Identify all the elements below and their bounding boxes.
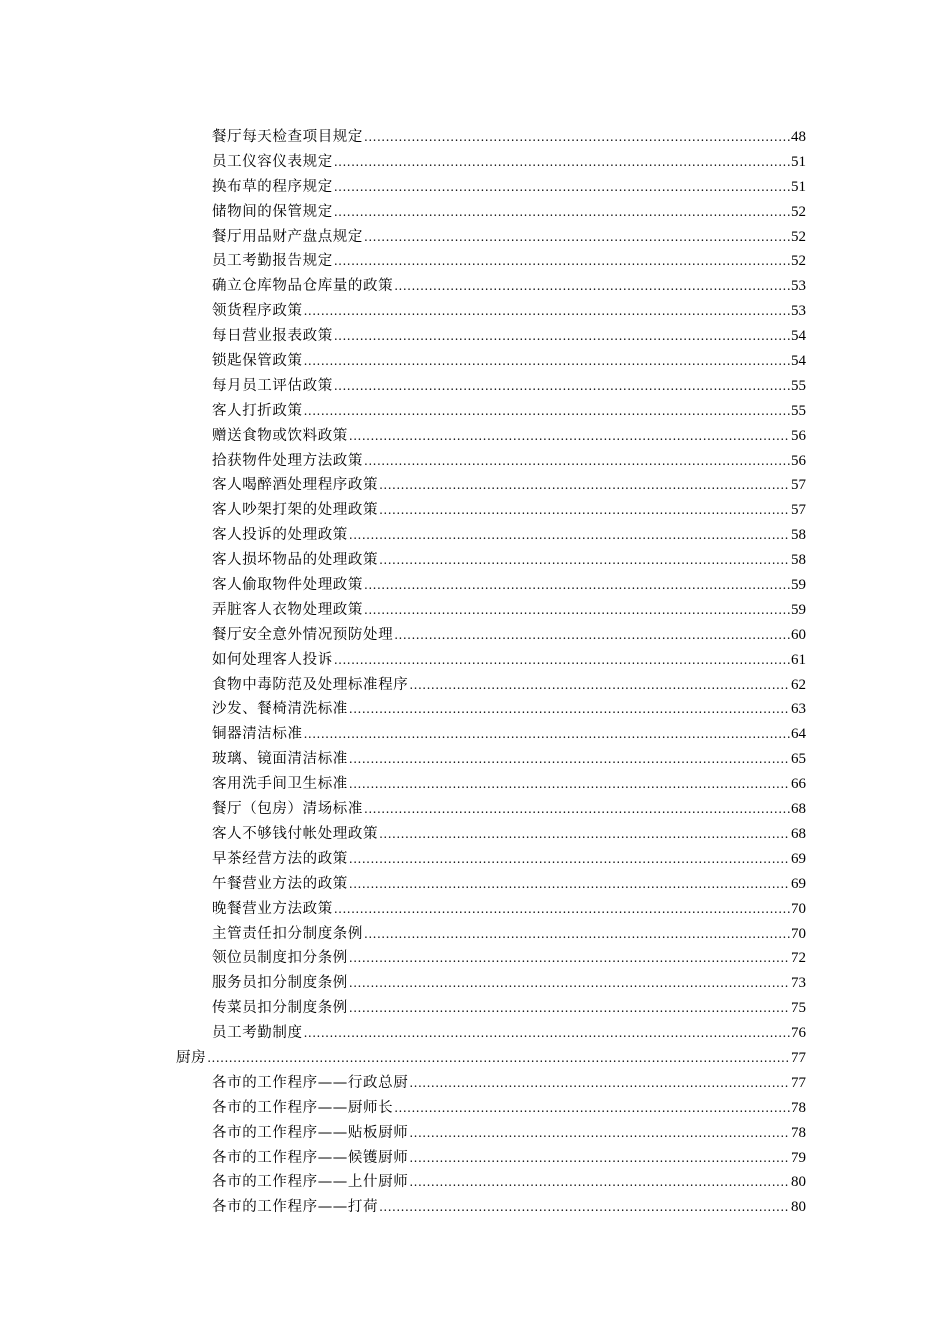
toc-entry[interactable]	[212, 1170, 806, 1195]
toc-entry-title: 各市的工作程序——厨师长	[212, 1099, 394, 1116]
toc-entry[interactable]	[212, 299, 806, 324]
toc-entry-page-number: 58	[791, 527, 806, 544]
toc-entry-title: 储物间的保管规定	[212, 203, 333, 220]
toc-dot-leader	[349, 424, 790, 449]
toc-entry-page-number: 51	[791, 153, 806, 170]
toc-entry[interactable]	[212, 225, 806, 250]
toc-entry-title: 餐厅每天检查项目规定	[212, 129, 363, 145]
toc-entry-title: 服务员扣分制度条例	[212, 975, 348, 992]
toc-entry[interactable]	[212, 274, 806, 299]
toc-entry-title: 客人偷取物件处理政策	[212, 577, 363, 594]
toc-entry-page-number: 62	[791, 676, 806, 693]
toc-dot-leader	[334, 249, 790, 274]
toc-dot-leader	[379, 548, 790, 573]
toc-entry[interactable]	[212, 200, 806, 225]
toc-entry-title: 铜器清洁标准	[212, 726, 303, 743]
toc-entry-page-number: 53	[791, 303, 806, 320]
toc-entry[interactable]	[212, 598, 806, 623]
toc-entry-page-number: 69	[791, 850, 806, 867]
toc-entry[interactable]	[212, 648, 806, 673]
toc-dot-leader	[379, 473, 790, 498]
toc-entry[interactable]	[212, 872, 806, 897]
toc-dot-leader	[364, 449, 790, 474]
toc-entry-title: 员工仪容仪表规定	[212, 153, 333, 170]
toc-entry-title: 晚餐营业方法政策	[212, 900, 333, 917]
toc-entry-title: 玻璃、镜面清洁标准	[212, 751, 348, 768]
toc-entry[interactable]	[212, 673, 806, 698]
toc-entry-page-number: 66	[791, 776, 806, 793]
toc-entry[interactable]	[212, 473, 806, 498]
toc-dot-leader	[349, 971, 790, 996]
toc-dot-leader	[349, 946, 790, 971]
toc-entry-title: 客人吵架打架的处理政策	[212, 502, 379, 519]
toc-entry-title: 沙发、餐椅清洗标准	[212, 701, 348, 718]
toc-entry-page-number: 68	[791, 825, 806, 842]
toc-entry-title: 食物中毒防范及处理标准程序	[212, 676, 409, 693]
toc-entry-page-number: 61	[791, 651, 806, 668]
toc-dot-leader	[304, 299, 790, 324]
toc-entry[interactable]	[212, 897, 806, 922]
toc-entry-title: 客人喝醉酒处理程序政策	[212, 477, 379, 494]
toc-entry[interactable]	[212, 946, 806, 971]
toc-dot-leader	[349, 872, 790, 897]
toc-dot-leader	[334, 150, 790, 175]
toc-entry-page-number: 75	[791, 1000, 806, 1017]
toc-dot-leader	[334, 374, 790, 399]
toc-entry[interactable]	[212, 1195, 806, 1220]
toc-entry-page-number: 79	[791, 1149, 806, 1166]
toc-entry[interactable]	[212, 249, 806, 274]
toc-entry-title: 客人损坏物品的处理政策	[212, 552, 379, 569]
toc-dot-leader	[334, 324, 790, 349]
toc-dot-leader	[394, 274, 790, 299]
toc-dot-leader	[349, 996, 790, 1021]
toc-entry-title: 拾获物件处理方法政策	[212, 452, 363, 469]
toc-entry-page-number: 73	[791, 975, 806, 992]
toc-entry-title: 早茶经营方法的政策	[212, 850, 348, 867]
toc-entry[interactable]	[212, 150, 806, 175]
toc-entry-page-number: 55	[791, 402, 806, 419]
toc-entry-page-number: 80	[791, 1199, 806, 1216]
toc-dot-leader	[349, 697, 790, 722]
toc-dot-leader	[334, 897, 790, 922]
toc-dot-leader	[409, 1121, 790, 1146]
toc-entry[interactable]	[212, 722, 806, 747]
toc-entry-page-number: 64	[791, 726, 806, 743]
toc-entry[interactable]	[212, 623, 806, 648]
toc-entry-title: 换布草的程序规定	[212, 178, 333, 195]
toc-entry-page-number: 59	[791, 577, 806, 594]
toc-dot-leader	[304, 399, 790, 424]
toc-entry-title: 如何处理客人投诉	[212, 651, 333, 668]
toc-entry-title: 赠送食物或饮料政策	[212, 427, 348, 444]
toc-entry-page-number: 54	[791, 328, 806, 345]
toc-entry-title: 锁匙保管政策	[212, 353, 303, 370]
toc-entry-page-number: 69	[791, 875, 806, 892]
toc-dot-leader	[304, 722, 790, 747]
toc-entry-title: 客用洗手间卫生标准	[212, 776, 348, 793]
toc-entry-page-number: 77	[791, 1049, 806, 1066]
toc-dot-leader	[304, 349, 790, 374]
toc-entry-page-number: 65	[791, 751, 806, 768]
toc-entry-page-number: 57	[791, 477, 806, 494]
toc-entry-page-number: 63	[791, 701, 806, 718]
toc-entry[interactable]	[212, 548, 806, 573]
toc-entry-title: 客人不够钱付帐处理政策	[212, 825, 379, 842]
toc-dot-leader	[349, 772, 790, 797]
toc-entry-page-number: 54	[791, 353, 806, 370]
toc-entry-page-number: 58	[791, 552, 806, 569]
toc-dot-leader	[364, 797, 790, 822]
toc-entry[interactable]	[212, 399, 806, 424]
toc-dot-leader	[394, 623, 790, 648]
toc-entry[interactable]	[212, 374, 806, 399]
toc-section-heading[interactable]	[176, 1046, 806, 1071]
toc-dot-leader	[334, 648, 790, 673]
toc-entry-title: 弄脏客人衣物处理政策	[212, 601, 363, 618]
toc-entry-title: 每月员工评估政策	[212, 377, 333, 394]
toc-entry[interactable]	[212, 847, 806, 872]
toc-dot-leader	[334, 200, 790, 225]
toc-dot-leader	[364, 125, 790, 150]
toc-entry-title: 客人投诉的处理政策	[212, 527, 348, 544]
toc-entry-page-number: 48	[791, 129, 806, 145]
toc-dot-leader	[349, 847, 790, 872]
toc-entry-page-number: 59	[791, 601, 806, 618]
toc-entry[interactable]	[212, 697, 806, 722]
toc-entry[interactable]	[212, 971, 806, 996]
toc-entry[interactable]	[212, 1146, 806, 1171]
toc-entry-page-number: 80	[791, 1174, 806, 1191]
toc-entry-page-number: 52	[791, 253, 806, 270]
toc-entry-page-number: 53	[791, 278, 806, 295]
toc-dot-leader	[349, 747, 790, 772]
toc-entry-title: 领货程序政策	[212, 303, 303, 320]
toc-entry-page-number: 57	[791, 502, 806, 519]
toc-dot-leader	[409, 1146, 790, 1171]
toc-entry-title: 各市的工作程序——候镬厨师	[212, 1149, 409, 1166]
toc-entry[interactable]	[212, 498, 806, 523]
toc-entry[interactable]	[212, 822, 806, 847]
toc-entry-page-number: 55	[791, 377, 806, 394]
toc-entry-page-number: 60	[791, 626, 806, 643]
toc-entry-page-number: 70	[791, 900, 806, 917]
toc-dot-leader	[364, 922, 790, 947]
toc-entry[interactable]	[212, 175, 806, 200]
toc-entry-page-number: 77	[791, 1074, 806, 1091]
toc-entry-title: 餐厅（包房）清场标准	[212, 801, 363, 818]
toc-dot-leader	[349, 523, 790, 548]
toc-entry-page-number: 56	[791, 452, 806, 469]
toc-entry-title: 各市的工作程序——上什厨师	[212, 1174, 409, 1191]
toc-dot-leader	[207, 1046, 790, 1071]
toc-dot-leader	[409, 673, 790, 698]
toc-entry-page-number: 78	[791, 1124, 806, 1141]
toc-dot-leader	[334, 175, 790, 200]
toc-entry[interactable]	[212, 922, 806, 947]
toc-entry-title: 各市的工作程序——贴板厨师	[212, 1124, 409, 1141]
toc-dot-leader	[409, 1071, 790, 1096]
toc-entry-page-number: 68	[791, 801, 806, 818]
toc-dot-leader	[394, 1096, 790, 1121]
toc-entry-title: 餐厅安全意外情况预防处理	[212, 626, 394, 643]
toc-entry[interactable]	[212, 1096, 806, 1121]
toc-entry-title: 员工考勤制度	[212, 1025, 303, 1042]
toc-entry[interactable]	[212, 523, 806, 548]
toc-entry-title: 传菜员扣分制度条例	[212, 1000, 348, 1017]
table-of-contents	[0, 125, 950, 1220]
toc-dot-leader	[379, 498, 790, 523]
toc-entry-title: 各市的工作程序——打荷	[212, 1199, 379, 1216]
toc-entry[interactable]	[212, 125, 806, 150]
toc-entry[interactable]	[212, 996, 806, 1021]
toc-entry[interactable]	[212, 349, 806, 374]
toc-entry[interactable]	[212, 449, 806, 474]
toc-entry-title: 餐厅用品财产盘点规定	[212, 228, 363, 245]
toc-dot-leader	[364, 598, 790, 623]
toc-entry[interactable]	[212, 1021, 806, 1046]
toc-entry[interactable]	[212, 324, 806, 349]
toc-entry-title: 每日营业报表政策	[212, 328, 333, 345]
toc-entry[interactable]	[212, 1121, 806, 1146]
toc-entry-page-number: 52	[791, 203, 806, 220]
toc-entry-title: 主管责任扣分制度条例	[212, 925, 363, 942]
toc-dot-leader	[304, 1021, 790, 1046]
toc-entry-page-number: 52	[791, 228, 806, 245]
toc-entry-title: 各市的工作程序——行政总厨	[212, 1074, 409, 1091]
toc-entry-page-number: 70	[791, 925, 806, 942]
toc-dot-leader	[364, 573, 790, 598]
toc-dot-leader	[379, 822, 790, 847]
toc-entry[interactable]	[212, 1071, 806, 1096]
toc-entry-title: 午餐营业方法的政策	[212, 875, 348, 892]
toc-entry-page-number: 76	[791, 1025, 806, 1042]
toc-entry-page-number: 72	[791, 950, 806, 967]
toc-entry-page-number: 56	[791, 427, 806, 444]
toc-entry-title: 领位员制度扣分条例	[212, 950, 348, 967]
toc-entry[interactable]	[212, 772, 806, 797]
toc-entry-title: 确立仓库物品仓库量的政策	[212, 278, 394, 295]
toc-entry[interactable]	[212, 424, 806, 449]
toc-entry[interactable]	[212, 747, 806, 772]
toc-dot-leader	[379, 1195, 790, 1220]
toc-entry-page-number: 78	[791, 1099, 806, 1116]
toc-entry-title: 员工考勤报告规定	[212, 253, 333, 270]
toc-entry-title: 厨房	[176, 1049, 207, 1066]
toc-entry[interactable]	[212, 573, 806, 598]
toc-entry[interactable]	[212, 797, 806, 822]
toc-dot-leader	[409, 1170, 790, 1195]
toc-dot-leader	[364, 225, 790, 250]
toc-entry-title: 客人打折政策	[212, 402, 303, 419]
toc-entry-page-number: 51	[791, 178, 806, 195]
